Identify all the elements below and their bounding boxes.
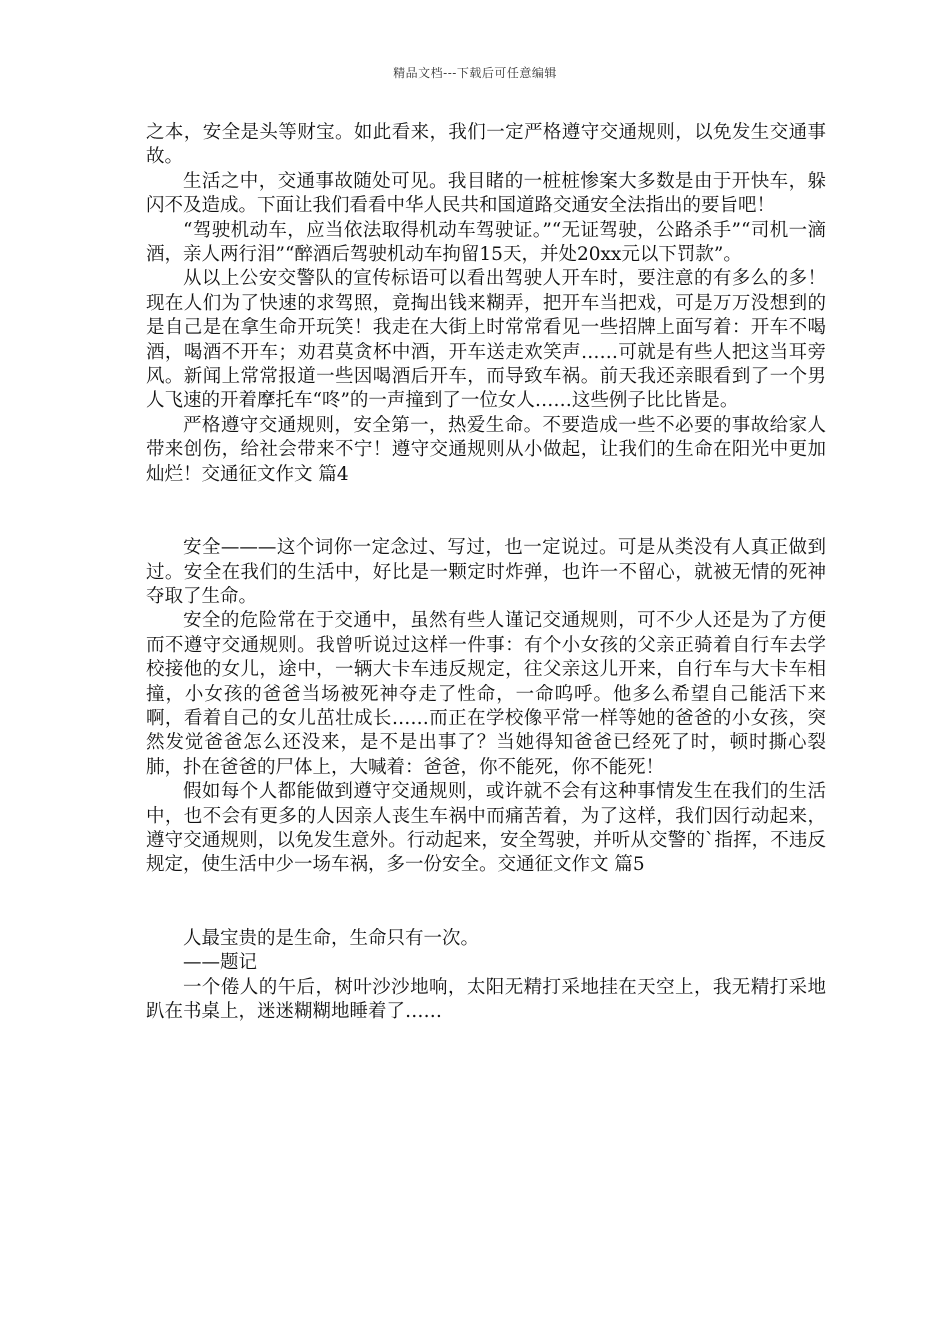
epigraph-attribution: ——题记 (183, 952, 258, 974)
paragraph-1: 之本，安全是头等财宝。如此看来，我们一定严格遵守交通规则，以免发生交通事故。 (146, 122, 826, 168)
paragraph-6: 安全———这个词你一定念过、写过，也一定说过。可是从类没有人真正做到过。安全在我们的生活中，好比是一颗定时炸弹，也许一不留心，就被无情的死神夺取了生命。 (146, 537, 826, 607)
paragraph-4: 从以上公安交警队的宣传标语可以看出驾驶人开车时，要注意的有多么的多！现在人们为了快速的求驾照，竟掏出钱来糊弄，把开车当把戏，可是万万没想到的是自己是在拿生命开玩笑！我走在大街上时常常看见一些招牌上面写着：开车不喝酒，喝酒不开车；劝君莫贪杯中酒，开车送走欢笑声……可就是有些人把这当耳旁风。新闻上常常报道一些因喝酒后开车，而导致车祸。前天我还亲眼看到了一个男人飞速的开着摩托车“咚”的一声撞到了一位女人……这些例子比比皆是。 (146, 268, 826, 412)
paragraph-3: “驾驶机动车，应当依法取得机动车驾驶证。”“无证驾驶，公路杀手”“司机一滴酒，亲人两行泪”“醉酒后驾驶机动车拘留15天，并处20xx元以下罚款”。 (146, 219, 826, 266)
section-gap (146, 878, 826, 927)
section-gap (146, 487, 826, 536)
paragraph-7: 安全的危险常在于交通中，虽然有些人谨记交通规则，可不少人还是为了方便而不遵守交通规则。我曾听说过这样一件事：有个小女孩的父亲正骑着自行车去学校接他的女儿，途中，一辆大卡车违反规定，往父亲这儿开来，自行车与大卡车相撞，小女孩的爸爸当场被死神夺走了性命，一命呜呼。他多么希望自己能活下来啊，看着自己的女儿茁壮成长……而正在学校像平常一样等她的爸爸的小女孩，突然发觉爸爸怎么还没来，是不是出事了？当她得知爸爸已经死了时，顿时撕心裂肺，扑在爸爸的尸体上，大喊着：爸爸，你不能死，你不能死！ (146, 610, 826, 778)
paragraph-8: 假如每个人都能做到遵守交通规则，或许就不会有这种事情发生在我们的生活中，也不会有更多的人因亲人丧生车祸中而痛苦着，为了这样，我们因行动起来，遵守交通规则，以免发生意外。行动起来，安全驾驶，并听从交警的`指挥，不违反规定，使生活中少一场车祸，多一份安全。交通征文作文 篇5 (146, 781, 826, 876)
document-body (146, 121, 826, 1024)
paragraph-9: 一个倦人的午后，树叶沙沙地响，太阳无精打采地挂在天空上，我无精打采地趴在书桌上，迷迷糊糊地睡着了…… (146, 976, 826, 1022)
paragraph-2: 生活之中，交通事故随处可见。我目睹的一桩桩惨案大多数是由于开快车，躲闪不及造成。下面让我们看看中华人民共和国道路交通安全法指出的要旨吧！ (146, 170, 826, 217)
paragraph-5: 严格遵守交通规则，安全第一，热爱生命。不要造成一些不必要的事故给家人带来创伤，给社会带来不宁！遵守交通规则从小做起，让我们的生命在阳光中更加灿烂！交通征文作文 篇4 (146, 414, 826, 485)
epigraph: 人最宝贵的是生命，生命只有一次。 (183, 927, 480, 949)
page-header: 精品文档---下载后可任意编辑 (393, 66, 557, 80)
